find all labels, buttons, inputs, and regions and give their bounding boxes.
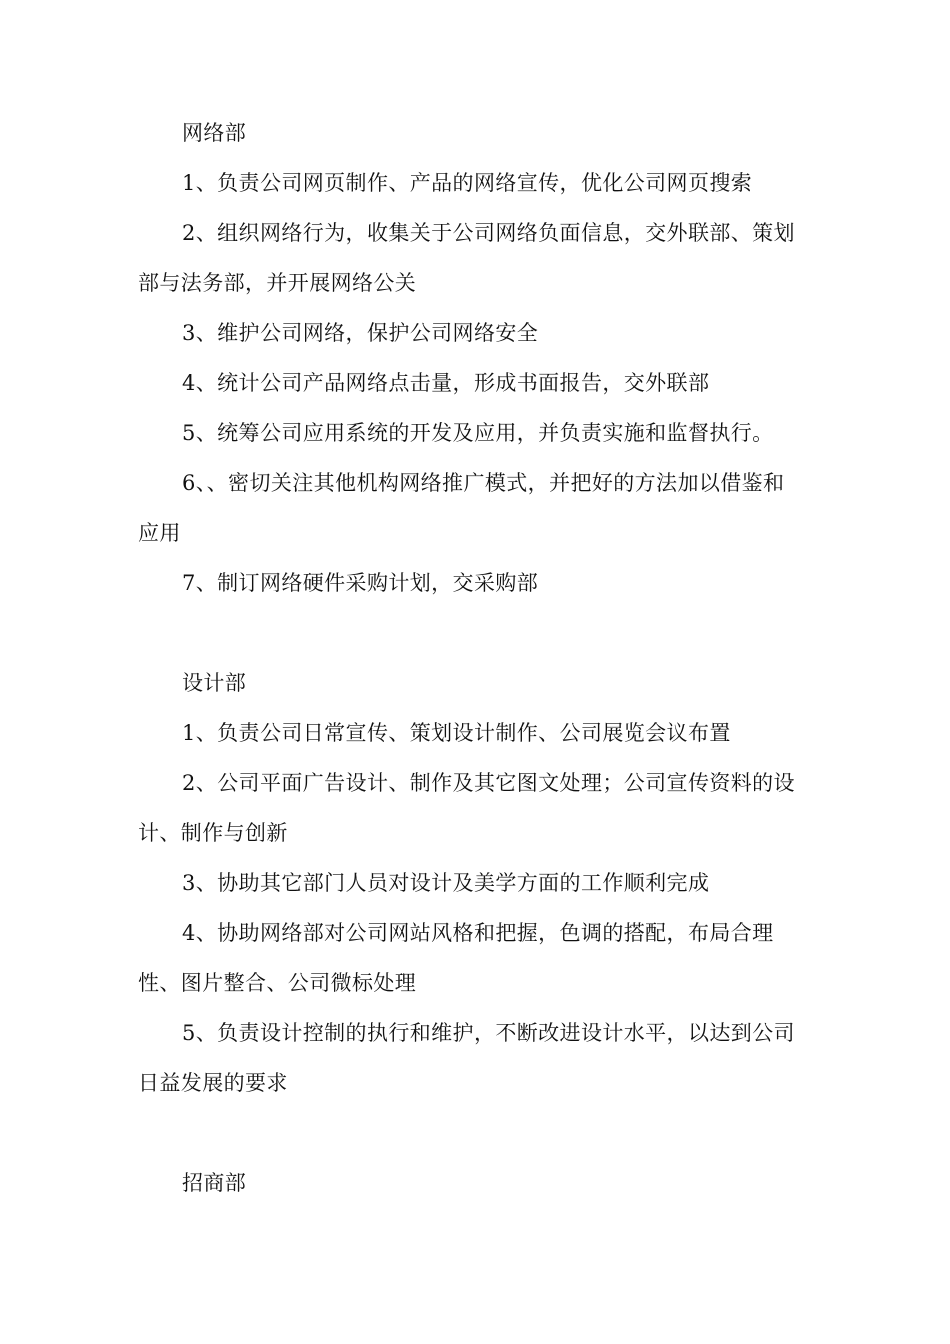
list-item: 4、统计公司产品网络点击量，形成书面报告，交外联部 — [182, 371, 710, 395]
section-spacer — [138, 608, 800, 658]
section-design — [138, 658, 800, 1108]
section-heading: 设计部 — [182, 671, 247, 695]
section-heading: 招商部 — [182, 1171, 247, 1195]
list-item: 5、负责设计控制的执行和维护，不断改进设计水平，以达到公司日益发展的要求 — [138, 1021, 795, 1095]
section-network — [138, 108, 800, 608]
list-item: 4、协助网络部对公司网站风格和把握，色调的搭配，布局合理性、图片整合、公司微标处理 — [138, 921, 774, 995]
section-spacer — [138, 1108, 800, 1158]
list-item: 3、维护公司网络，保护公司网络安全 — [182, 321, 539, 345]
list-item: 5、统筹公司应用系统的开发及应用，并负责实施和监督执行。 — [182, 421, 774, 445]
list-item: 6、、密切关注其他机构网络推广模式，并把好的方法加以借鉴和应用 — [138, 471, 785, 545]
section-investment — [138, 1158, 800, 1208]
list-item: 3、协助其它部门人员对设计及美学方面的工作顺利完成 — [182, 871, 710, 895]
list-item: 1、负责公司日常宣传、策划设计制作、公司展览会议布置 — [182, 721, 731, 745]
document-body — [138, 108, 800, 1208]
list-item: 2、组织网络行为，收集关于公司网络负面信息，交外联部、策划部与法务部，并开展网络公关 — [138, 221, 795, 295]
list-item: 1、负责公司网页制作、产品的网络宣传，优化公司网页搜索 — [182, 171, 753, 195]
list-item: 2、公司平面广告设计、制作及其它图文处理；公司宣传资料的设计、制作与创新 — [138, 771, 795, 845]
list-item: 7、制订网络硬件采购计划，交采购部 — [182, 571, 539, 595]
section-heading: 网络部 — [182, 121, 247, 145]
